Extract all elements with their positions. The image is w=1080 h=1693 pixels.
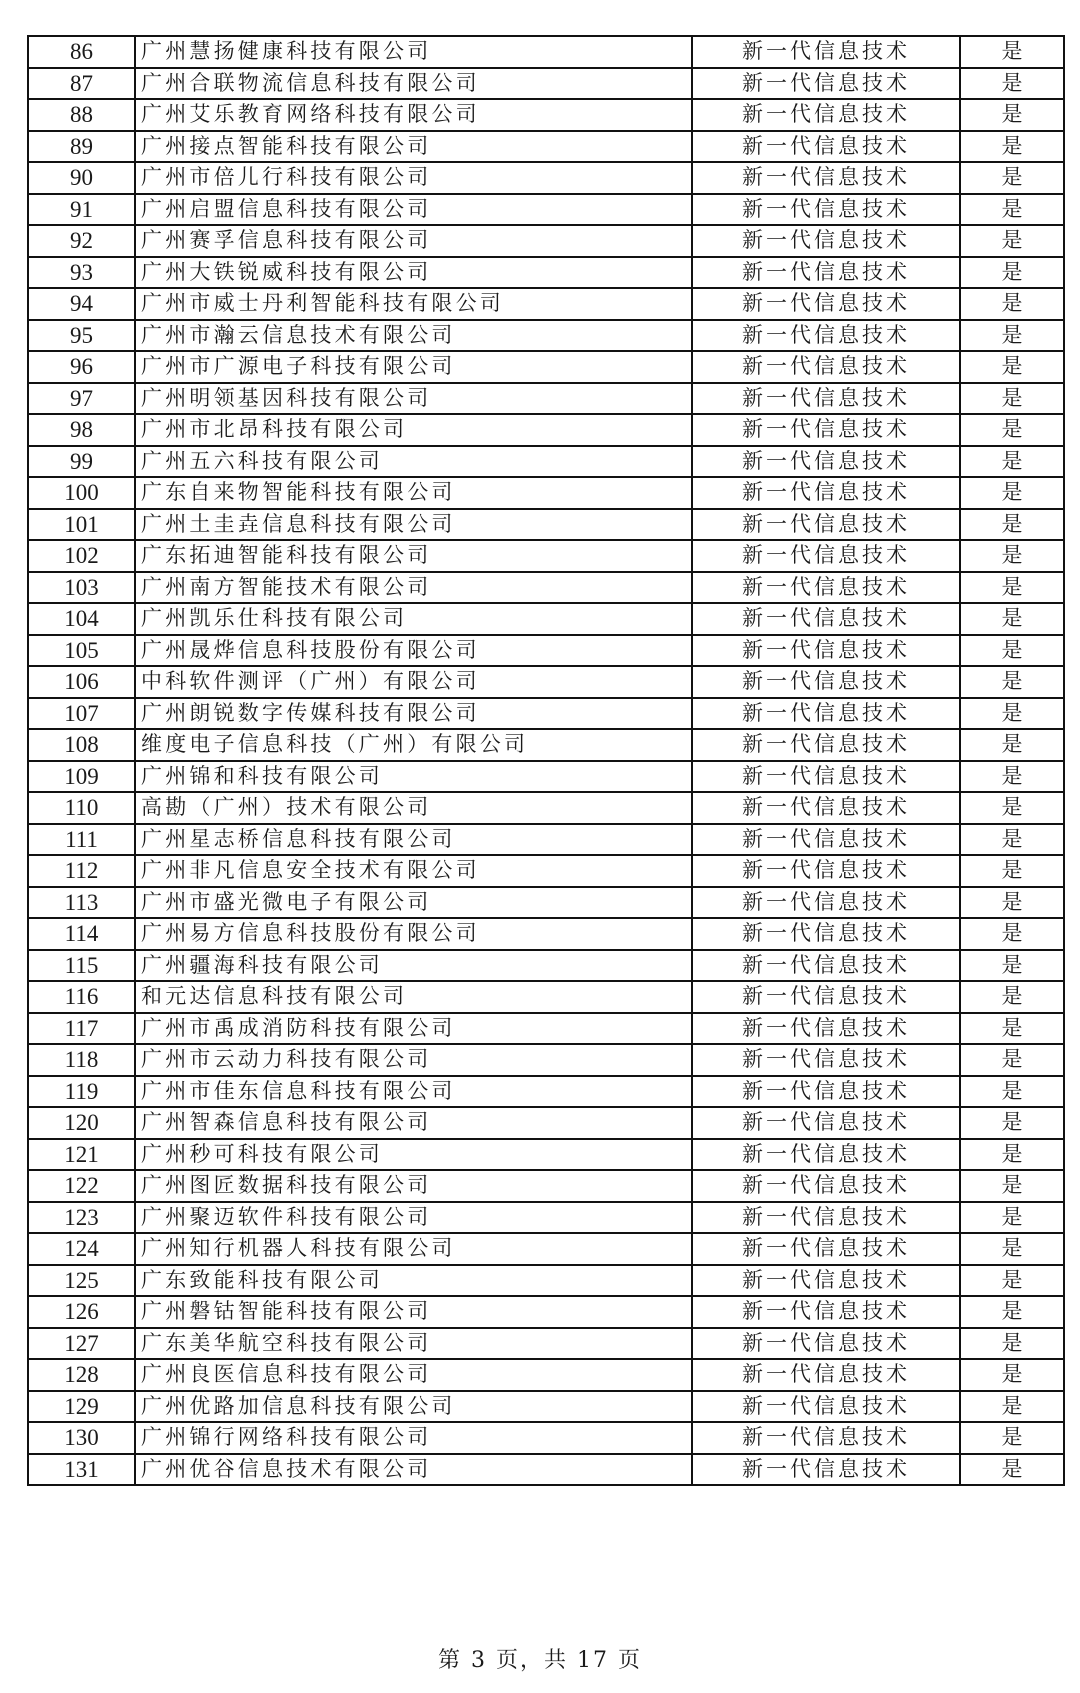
company-name: 广州启盟信息科技有限公司 [135, 194, 692, 226]
industry-field: 新一代信息技术 [692, 1233, 960, 1265]
industry-field: 新一代信息技术 [692, 729, 960, 761]
industry-field: 新一代信息技术 [692, 698, 960, 730]
qualified-flag: 是 [960, 1265, 1064, 1297]
table-row [28, 666, 1064, 698]
industry-field: 新一代信息技术 [692, 257, 960, 289]
table-row [28, 981, 1064, 1013]
row-number: 103 [28, 572, 135, 604]
table-row [28, 792, 1064, 824]
qualified-flag: 是 [960, 194, 1064, 226]
industry-field: 新一代信息技术 [692, 225, 960, 257]
qualified-flag: 是 [960, 351, 1064, 383]
row-number: 122 [28, 1170, 135, 1202]
company-name: 广州市禹成消防科技有限公司 [135, 1013, 692, 1045]
industry-field: 新一代信息技术 [692, 603, 960, 635]
company-name: 广州合联物流信息科技有限公司 [135, 68, 692, 100]
industry-field: 新一代信息技术 [692, 887, 960, 919]
table-row [28, 572, 1064, 604]
company-name: 广东致能科技有限公司 [135, 1265, 692, 1297]
table-row [28, 288, 1064, 320]
qualified-flag: 是 [960, 729, 1064, 761]
row-number: 126 [28, 1296, 135, 1328]
qualified-flag: 是 [960, 288, 1064, 320]
industry-field: 新一代信息技术 [692, 351, 960, 383]
row-number: 128 [28, 1359, 135, 1391]
page-number: 第 3 页，共 17 页 [438, 1648, 642, 1673]
industry-field: 新一代信息技术 [692, 288, 960, 320]
row-number: 88 [28, 99, 135, 131]
company-name: 广州凯乐仕科技有限公司 [135, 603, 692, 635]
qualified-flag: 是 [960, 572, 1064, 604]
row-number: 101 [28, 509, 135, 541]
industry-field: 新一代信息技术 [692, 792, 960, 824]
industry-field: 新一代信息技术 [692, 1044, 960, 1076]
qualified-flag: 是 [960, 918, 1064, 950]
qualified-flag: 是 [960, 792, 1064, 824]
qualified-flag: 是 [960, 1044, 1064, 1076]
industry-field: 新一代信息技术 [692, 477, 960, 509]
table-row [28, 824, 1064, 856]
industry-field: 新一代信息技术 [692, 1359, 960, 1391]
qualified-flag: 是 [960, 162, 1064, 194]
row-number: 116 [28, 981, 135, 1013]
table-row [28, 131, 1064, 163]
table-row [28, 1391, 1064, 1423]
qualified-flag: 是 [960, 855, 1064, 887]
industry-field: 新一代信息技术 [692, 1454, 960, 1486]
company-name: 广州赛孚信息科技有限公司 [135, 225, 692, 257]
qualified-flag: 是 [960, 1013, 1064, 1045]
row-number: 121 [28, 1139, 135, 1171]
qualified-flag: 是 [960, 1391, 1064, 1423]
industry-field: 新一代信息技术 [692, 68, 960, 100]
row-number: 113 [28, 887, 135, 919]
row-number: 100 [28, 477, 135, 509]
table-row [28, 1422, 1064, 1454]
company-name: 广州市云动力科技有限公司 [135, 1044, 692, 1076]
table-row [28, 1107, 1064, 1139]
row-number: 90 [28, 162, 135, 194]
company-name: 广州晟烨信息科技股份有限公司 [135, 635, 692, 667]
company-name: 广州市佳东信息科技有限公司 [135, 1076, 692, 1108]
qualified-flag: 是 [960, 1139, 1064, 1171]
qualified-flag: 是 [960, 950, 1064, 982]
row-number: 111 [28, 824, 135, 856]
table-row [28, 477, 1064, 509]
table-row [28, 257, 1064, 289]
row-number: 127 [28, 1328, 135, 1360]
industry-field: 新一代信息技术 [692, 320, 960, 352]
company-name: 广东拓迪智能科技有限公司 [135, 540, 692, 572]
table-row [28, 855, 1064, 887]
table-row [28, 1044, 1064, 1076]
company-name: 广州市威士丹利智能科技有限公司 [135, 288, 692, 320]
company-list-table [27, 35, 1065, 1486]
row-number: 93 [28, 257, 135, 289]
industry-field: 新一代信息技术 [692, 1139, 960, 1171]
company-name: 广州智森信息科技有限公司 [135, 1107, 692, 1139]
company-name: 广州聚迈软件科技有限公司 [135, 1202, 692, 1234]
company-name: 广东美华航空科技有限公司 [135, 1328, 692, 1360]
row-number: 106 [28, 666, 135, 698]
company-name: 广州南方智能技术有限公司 [135, 572, 692, 604]
table-row [28, 68, 1064, 100]
industry-field: 新一代信息技术 [692, 761, 960, 793]
table-row [28, 635, 1064, 667]
industry-field: 新一代信息技术 [692, 1296, 960, 1328]
row-number: 89 [28, 131, 135, 163]
row-number: 94 [28, 288, 135, 320]
row-number: 105 [28, 635, 135, 667]
row-number: 120 [28, 1107, 135, 1139]
industry-field: 新一代信息技术 [692, 1391, 960, 1423]
table-row [28, 225, 1064, 257]
row-number: 104 [28, 603, 135, 635]
industry-field: 新一代信息技术 [692, 540, 960, 572]
row-number: 95 [28, 320, 135, 352]
industry-field: 新一代信息技术 [692, 1013, 960, 1045]
industry-field: 新一代信息技术 [692, 414, 960, 446]
qualified-flag: 是 [960, 981, 1064, 1013]
company-name: 维度电子信息科技（广州）有限公司 [135, 729, 692, 761]
table-row [28, 1454, 1064, 1486]
company-name: 广州锦和科技有限公司 [135, 761, 692, 793]
qualified-flag: 是 [960, 698, 1064, 730]
table-row [28, 1328, 1064, 1360]
table-row [28, 540, 1064, 572]
row-number: 118 [28, 1044, 135, 1076]
table-row [28, 99, 1064, 131]
table-row [28, 603, 1064, 635]
industry-field: 新一代信息技术 [692, 635, 960, 667]
row-number: 109 [28, 761, 135, 793]
row-number: 123 [28, 1202, 135, 1234]
table-row [28, 1013, 1064, 1045]
industry-field: 新一代信息技术 [692, 194, 960, 226]
table-row [28, 698, 1064, 730]
company-name: 和元达信息科技有限公司 [135, 981, 692, 1013]
company-name: 广州知行机器人科技有限公司 [135, 1233, 692, 1265]
row-number: 99 [28, 446, 135, 478]
row-number: 98 [28, 414, 135, 446]
row-number: 87 [28, 68, 135, 100]
qualified-flag: 是 [960, 225, 1064, 257]
table-row [28, 351, 1064, 383]
qualified-flag: 是 [960, 1076, 1064, 1108]
industry-field: 新一代信息技术 [692, 99, 960, 131]
company-name: 广州市北昂科技有限公司 [135, 414, 692, 446]
industry-field: 新一代信息技术 [692, 1107, 960, 1139]
qualified-flag: 是 [960, 1107, 1064, 1139]
row-number: 131 [28, 1454, 135, 1486]
company-name: 广州市广源电子科技有限公司 [135, 351, 692, 383]
company-name: 广州优路加信息科技有限公司 [135, 1391, 692, 1423]
table-row [28, 918, 1064, 950]
qualified-flag: 是 [960, 131, 1064, 163]
row-number: 129 [28, 1391, 135, 1423]
industry-field: 新一代信息技术 [692, 383, 960, 415]
company-name: 广东自来物智能科技有限公司 [135, 477, 692, 509]
qualified-flag: 是 [960, 761, 1064, 793]
qualified-flag: 是 [960, 509, 1064, 541]
row-number: 102 [28, 540, 135, 572]
table-row [28, 1076, 1064, 1108]
row-number: 112 [28, 855, 135, 887]
qualified-flag: 是 [960, 1296, 1064, 1328]
table-row [28, 887, 1064, 919]
industry-field: 新一代信息技术 [692, 918, 960, 950]
company-name: 高勘（广州）技术有限公司 [135, 792, 692, 824]
company-name: 广州磐钴智能科技有限公司 [135, 1296, 692, 1328]
qualified-flag: 是 [960, 1422, 1064, 1454]
qualified-flag: 是 [960, 320, 1064, 352]
table-row [28, 320, 1064, 352]
table-row [28, 383, 1064, 415]
table-row [28, 1170, 1064, 1202]
row-number: 91 [28, 194, 135, 226]
row-number: 97 [28, 383, 135, 415]
qualified-flag: 是 [960, 1202, 1064, 1234]
industry-field: 新一代信息技术 [692, 36, 960, 68]
row-number: 119 [28, 1076, 135, 1108]
company-name: 广州秒可科技有限公司 [135, 1139, 692, 1171]
table-row [28, 950, 1064, 982]
qualified-flag: 是 [960, 257, 1064, 289]
qualified-flag: 是 [960, 824, 1064, 856]
industry-field: 新一代信息技术 [692, 981, 960, 1013]
industry-field: 新一代信息技术 [692, 509, 960, 541]
qualified-flag: 是 [960, 68, 1064, 100]
table-row [28, 36, 1064, 68]
industry-field: 新一代信息技术 [692, 162, 960, 194]
row-number: 92 [28, 225, 135, 257]
industry-field: 新一代信息技术 [692, 1170, 960, 1202]
row-number: 108 [28, 729, 135, 761]
table-row [28, 1202, 1064, 1234]
company-name: 广州星志桥信息科技有限公司 [135, 824, 692, 856]
row-number: 125 [28, 1265, 135, 1297]
table-row [28, 761, 1064, 793]
company-name: 广州良医信息科技有限公司 [135, 1359, 692, 1391]
table-row [28, 446, 1064, 478]
industry-field: 新一代信息技术 [692, 572, 960, 604]
table-row [28, 1296, 1064, 1328]
industry-field: 新一代信息技术 [692, 950, 960, 982]
table-row [28, 1359, 1064, 1391]
table-row [28, 1265, 1064, 1297]
qualified-flag: 是 [960, 446, 1064, 478]
table-row [28, 729, 1064, 761]
table-row [28, 1233, 1064, 1265]
qualified-flag: 是 [960, 1454, 1064, 1486]
company-name: 广州慧扬健康科技有限公司 [135, 36, 692, 68]
row-number: 124 [28, 1233, 135, 1265]
row-number: 115 [28, 950, 135, 982]
company-name: 广州土圭垚信息科技有限公司 [135, 509, 692, 541]
qualified-flag: 是 [960, 1359, 1064, 1391]
company-name: 广州明领基因科技有限公司 [135, 383, 692, 415]
company-name: 广州市倍儿行科技有限公司 [135, 162, 692, 194]
table-row [28, 509, 1064, 541]
row-number: 107 [28, 698, 135, 730]
qualified-flag: 是 [960, 666, 1064, 698]
company-name: 广州五六科技有限公司 [135, 446, 692, 478]
industry-field: 新一代信息技术 [692, 824, 960, 856]
table-row [28, 414, 1064, 446]
table-row [28, 162, 1064, 194]
industry-field: 新一代信息技术 [692, 1328, 960, 1360]
row-number: 117 [28, 1013, 135, 1045]
industry-field: 新一代信息技术 [692, 1076, 960, 1108]
company-name: 广州锦行网络科技有限公司 [135, 1422, 692, 1454]
company-name: 广州大铁锐威科技有限公司 [135, 257, 692, 289]
qualified-flag: 是 [960, 99, 1064, 131]
qualified-flag: 是 [960, 383, 1064, 415]
company-name: 广州市盛光微电子有限公司 [135, 887, 692, 919]
qualified-flag: 是 [960, 1328, 1064, 1360]
qualified-flag: 是 [960, 414, 1064, 446]
company-name: 广州非凡信息安全技术有限公司 [135, 855, 692, 887]
company-name: 广州接点智能科技有限公司 [135, 131, 692, 163]
qualified-flag: 是 [960, 603, 1064, 635]
industry-field: 新一代信息技术 [692, 446, 960, 478]
industry-field: 新一代信息技术 [692, 1265, 960, 1297]
qualified-flag: 是 [960, 1233, 1064, 1265]
company-name: 中科软件测评（广州）有限公司 [135, 666, 692, 698]
company-name: 广州朗锐数字传媒科技有限公司 [135, 698, 692, 730]
row-number: 114 [28, 918, 135, 950]
industry-field: 新一代信息技术 [692, 131, 960, 163]
row-number: 86 [28, 36, 135, 68]
company-name: 广州艾乐教育网络科技有限公司 [135, 99, 692, 131]
qualified-flag: 是 [960, 477, 1064, 509]
qualified-flag: 是 [960, 36, 1064, 68]
qualified-flag: 是 [960, 887, 1064, 919]
qualified-flag: 是 [960, 540, 1064, 572]
industry-field: 新一代信息技术 [692, 1202, 960, 1234]
company-name: 广州图匠数据科技有限公司 [135, 1170, 692, 1202]
company-name: 广州疆海科技有限公司 [135, 950, 692, 982]
table-body [28, 36, 1064, 1485]
row-number: 96 [28, 351, 135, 383]
row-number: 110 [28, 792, 135, 824]
table-row [28, 194, 1064, 226]
industry-field: 新一代信息技术 [692, 666, 960, 698]
company-name: 广州易方信息科技股份有限公司 [135, 918, 692, 950]
industry-field: 新一代信息技术 [692, 1422, 960, 1454]
company-name: 广州优谷信息技术有限公司 [135, 1454, 692, 1486]
qualified-flag: 是 [960, 1170, 1064, 1202]
qualified-flag: 是 [960, 635, 1064, 667]
industry-field: 新一代信息技术 [692, 855, 960, 887]
company-name: 广州市瀚云信息技术有限公司 [135, 320, 692, 352]
table-row [28, 1139, 1064, 1171]
row-number: 130 [28, 1422, 135, 1454]
